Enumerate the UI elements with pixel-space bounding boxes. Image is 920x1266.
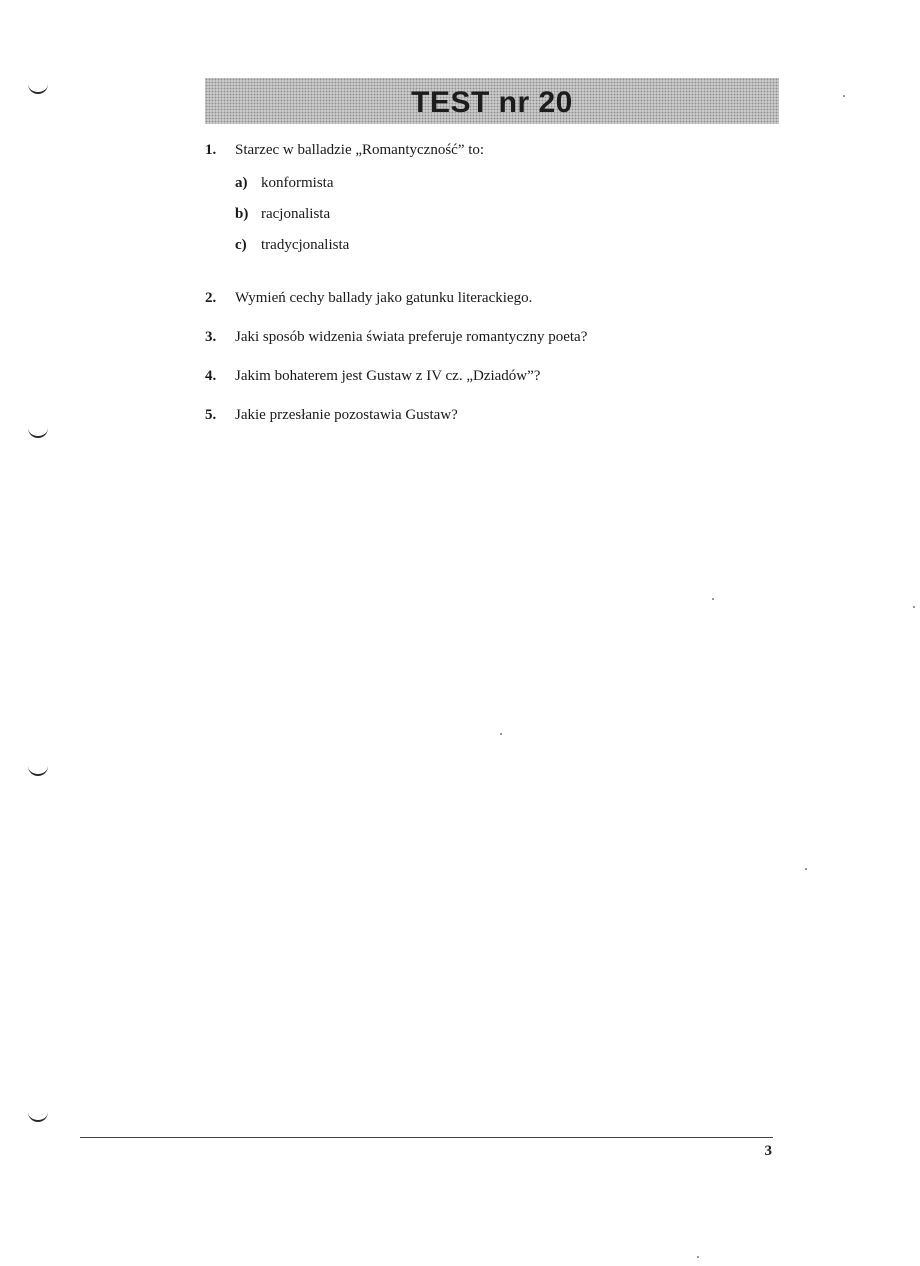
question-1 bbox=[205, 142, 845, 159]
question-number: 3. bbox=[205, 329, 217, 345]
question-number: 5. bbox=[205, 407, 217, 423]
scan-speck bbox=[843, 95, 845, 97]
page-number: 3 bbox=[764, 1143, 772, 1159]
question-4 bbox=[205, 368, 845, 385]
question-number: 2. bbox=[205, 290, 217, 306]
question-list bbox=[205, 142, 845, 446]
option-text: konformista bbox=[261, 175, 334, 191]
option-a bbox=[235, 175, 845, 206]
option-letter: c) bbox=[235, 237, 247, 253]
binder-hole-mark bbox=[28, 1112, 48, 1122]
question-5 bbox=[205, 407, 845, 424]
option-letter: a) bbox=[235, 175, 248, 191]
binder-hole-mark bbox=[28, 428, 48, 438]
option-letter: b) bbox=[235, 206, 249, 222]
question-text: Wymień cechy ballady jako gatunku literackiego. bbox=[235, 290, 533, 306]
question-text: Starzec w balladzie „Romantyczność” to: bbox=[235, 142, 485, 158]
option-text: racjonalista bbox=[261, 206, 331, 222]
question-3 bbox=[205, 329, 845, 346]
option-text: tradycjonalista bbox=[261, 237, 350, 253]
option-c bbox=[235, 237, 845, 268]
binder-hole-mark bbox=[28, 766, 48, 776]
question-text: Jakie przesłanie pozostawia Gustaw? bbox=[235, 407, 458, 423]
footer-divider bbox=[80, 1137, 773, 1138]
question-number: 4. bbox=[205, 368, 217, 384]
scan-speck bbox=[712, 598, 714, 600]
question-text: Jakim bohaterem jest Gustaw z IV cz. „Dziadów”? bbox=[235, 368, 541, 384]
scan-speck bbox=[697, 1256, 699, 1258]
scan-speck bbox=[913, 606, 915, 608]
question-2 bbox=[205, 290, 845, 307]
option-b bbox=[235, 206, 845, 237]
question-text: Jaki sposób widzenia świata preferuje romantyczny poeta? bbox=[235, 329, 588, 345]
test-title: TEST nr 20 bbox=[411, 86, 573, 119]
scan-speck bbox=[500, 733, 502, 735]
question-number: 1. bbox=[205, 142, 217, 158]
binder-hole-mark bbox=[28, 84, 48, 94]
question-1-options bbox=[235, 175, 845, 268]
scan-speck bbox=[805, 868, 807, 870]
test-title-banner bbox=[205, 78, 779, 124]
